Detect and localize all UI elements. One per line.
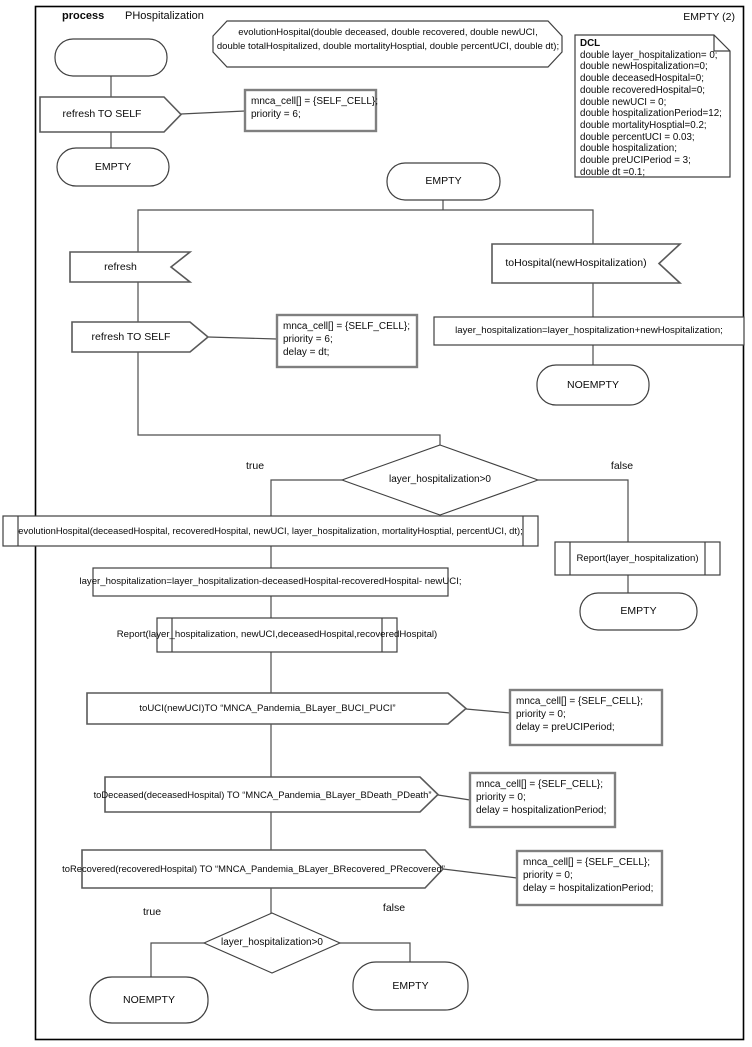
decision-top-false-label: false xyxy=(610,460,634,472)
task-subtract-hospitalization-label: layer_hospitalization=layer_hospitalization-deceasedHospital-recoveredHospital- newUCI; xyxy=(79,576,462,588)
dcl-header: DCL xyxy=(580,38,601,49)
comment-line: priority = 6; xyxy=(283,334,333,346)
comment-5-text xyxy=(523,856,653,896)
call-report-simple-label: Report(layer_hospitalization) xyxy=(576,552,699,564)
comment-line: priority = 6; xyxy=(251,109,301,121)
task-add-hospitalization-label: layer_hospitalization=layer_hospitalization+newHospitalization; xyxy=(455,325,723,337)
comment-line: delay = hospitalizationPeriod; xyxy=(523,883,654,895)
output-to-recovered-label: toRecovered(recoveredHospital) TO “MNCA_Pandemia_BLayer_BRecovered_PRecovered” xyxy=(62,863,445,875)
dcl-line: double hospitalizationPeriod=12; xyxy=(580,108,722,120)
noempty-state-bottom-label: NOEMPTY xyxy=(123,993,175,1006)
decision-bottom-true-label: true xyxy=(142,906,162,918)
dcl-line: double hospitalization; xyxy=(580,143,677,155)
comment-3-text xyxy=(516,695,643,735)
page-label: EMPTY (2) xyxy=(683,11,735,23)
comment-2-text xyxy=(283,320,410,360)
output-to-deceased-label: toDeceased(deceasedHospital) TO “MNCA_Pandemia_BLayer_BDeath_PDeath” xyxy=(93,788,432,800)
comment-1-text xyxy=(251,95,378,121)
comment-line: delay = dt; xyxy=(283,347,330,359)
start-state-label xyxy=(55,39,167,76)
empty-state-bottom-label: EMPTY xyxy=(392,979,429,992)
comment-line: mnca_cell[] = {SELF_CELL}; xyxy=(516,696,644,707)
input-refresh-label: refresh xyxy=(104,260,137,273)
comment-line: mnca_cell[] = {SELF_CELL}; xyxy=(523,857,651,868)
decision-top-true-label: true xyxy=(245,460,265,472)
dcl-line: double mortalityHosptial=0.2; xyxy=(580,119,707,131)
dcl-line: double recoveredHospital=0; xyxy=(580,84,705,96)
empty-state-top-label: EMPTY xyxy=(94,160,132,173)
procedure-signature xyxy=(198,26,578,54)
process-name: PHospitalization xyxy=(125,10,204,22)
dcl-declarations xyxy=(580,38,722,178)
comment-line: priority = 0; xyxy=(516,709,566,721)
empty-state-main-label: EMPTY xyxy=(425,175,462,188)
noempty-state-right-label: NOEMPTY xyxy=(567,378,619,391)
empty-state-report-label: EMPTY xyxy=(620,605,657,618)
comment-line: mnca_cell[] = {SELF_CELL}; xyxy=(476,779,604,790)
signature-line-1: evolutionHospital(double deceased, double recovered, double newUCI, xyxy=(238,27,538,38)
comment-line: delay = hospitalizationPeriod; xyxy=(476,805,607,817)
output-refresh-to-self-1-label: refresh TO SELF xyxy=(62,108,142,121)
call-evolution-label: evolutionHospital(deceasedHospital, recoveredHospital, newUCI, layer_hospitalization, mortalityHosptial, percentUCI, dt); xyxy=(18,525,523,537)
dcl-line: double newUCI = 0; xyxy=(580,96,667,108)
comment-line: priority = 0; xyxy=(523,870,573,882)
dcl-line: double layer_hospitalization= 0; xyxy=(580,49,718,61)
decision-bottom-condition: layer_hospitalization>0 xyxy=(220,937,323,948)
input-to-hospital-label: toHospital(newHospitalization) xyxy=(505,257,647,270)
comment-4-text xyxy=(476,778,606,818)
comment-line: priority = 0; xyxy=(476,792,526,804)
dcl-line: double newHospitalization=0; xyxy=(580,61,708,73)
comment-line: mnca_cell[] = {SELF_CELL}; xyxy=(283,321,411,332)
dcl-line: double percentUCI = 0.03; xyxy=(580,131,695,143)
comment-line: mnca_cell[] = {SELF_CELL}; xyxy=(251,96,379,107)
output-refresh-to-self-2-label: refresh TO SELF xyxy=(91,330,171,343)
decision-bottom-false-label: false xyxy=(382,902,406,914)
signature-line-2: double totalHospitalized, double mortalityHosptial, double percentUCI, double dt); xyxy=(216,40,560,52)
decision-top-condition: layer_hospitalization>0 xyxy=(388,474,491,485)
dcl-line: double preUCIPeriod = 3; xyxy=(580,155,691,167)
call-report-full-label: Report(layer_hospitalization, newUCI,deceasedHospital,recoveredHospital) xyxy=(116,629,438,641)
process-keyword: process xyxy=(62,10,105,22)
dcl-line: double dt =0.1; xyxy=(580,166,646,178)
comment-line: delay = preUCIPeriod; xyxy=(516,722,615,734)
dcl-line: double deceasedHospital=0; xyxy=(580,73,704,85)
output-to-uci-label: toUCI(newUCI)TO “MNCA_Pandemia_BLayer_BUCI_PUCI” xyxy=(139,702,396,714)
